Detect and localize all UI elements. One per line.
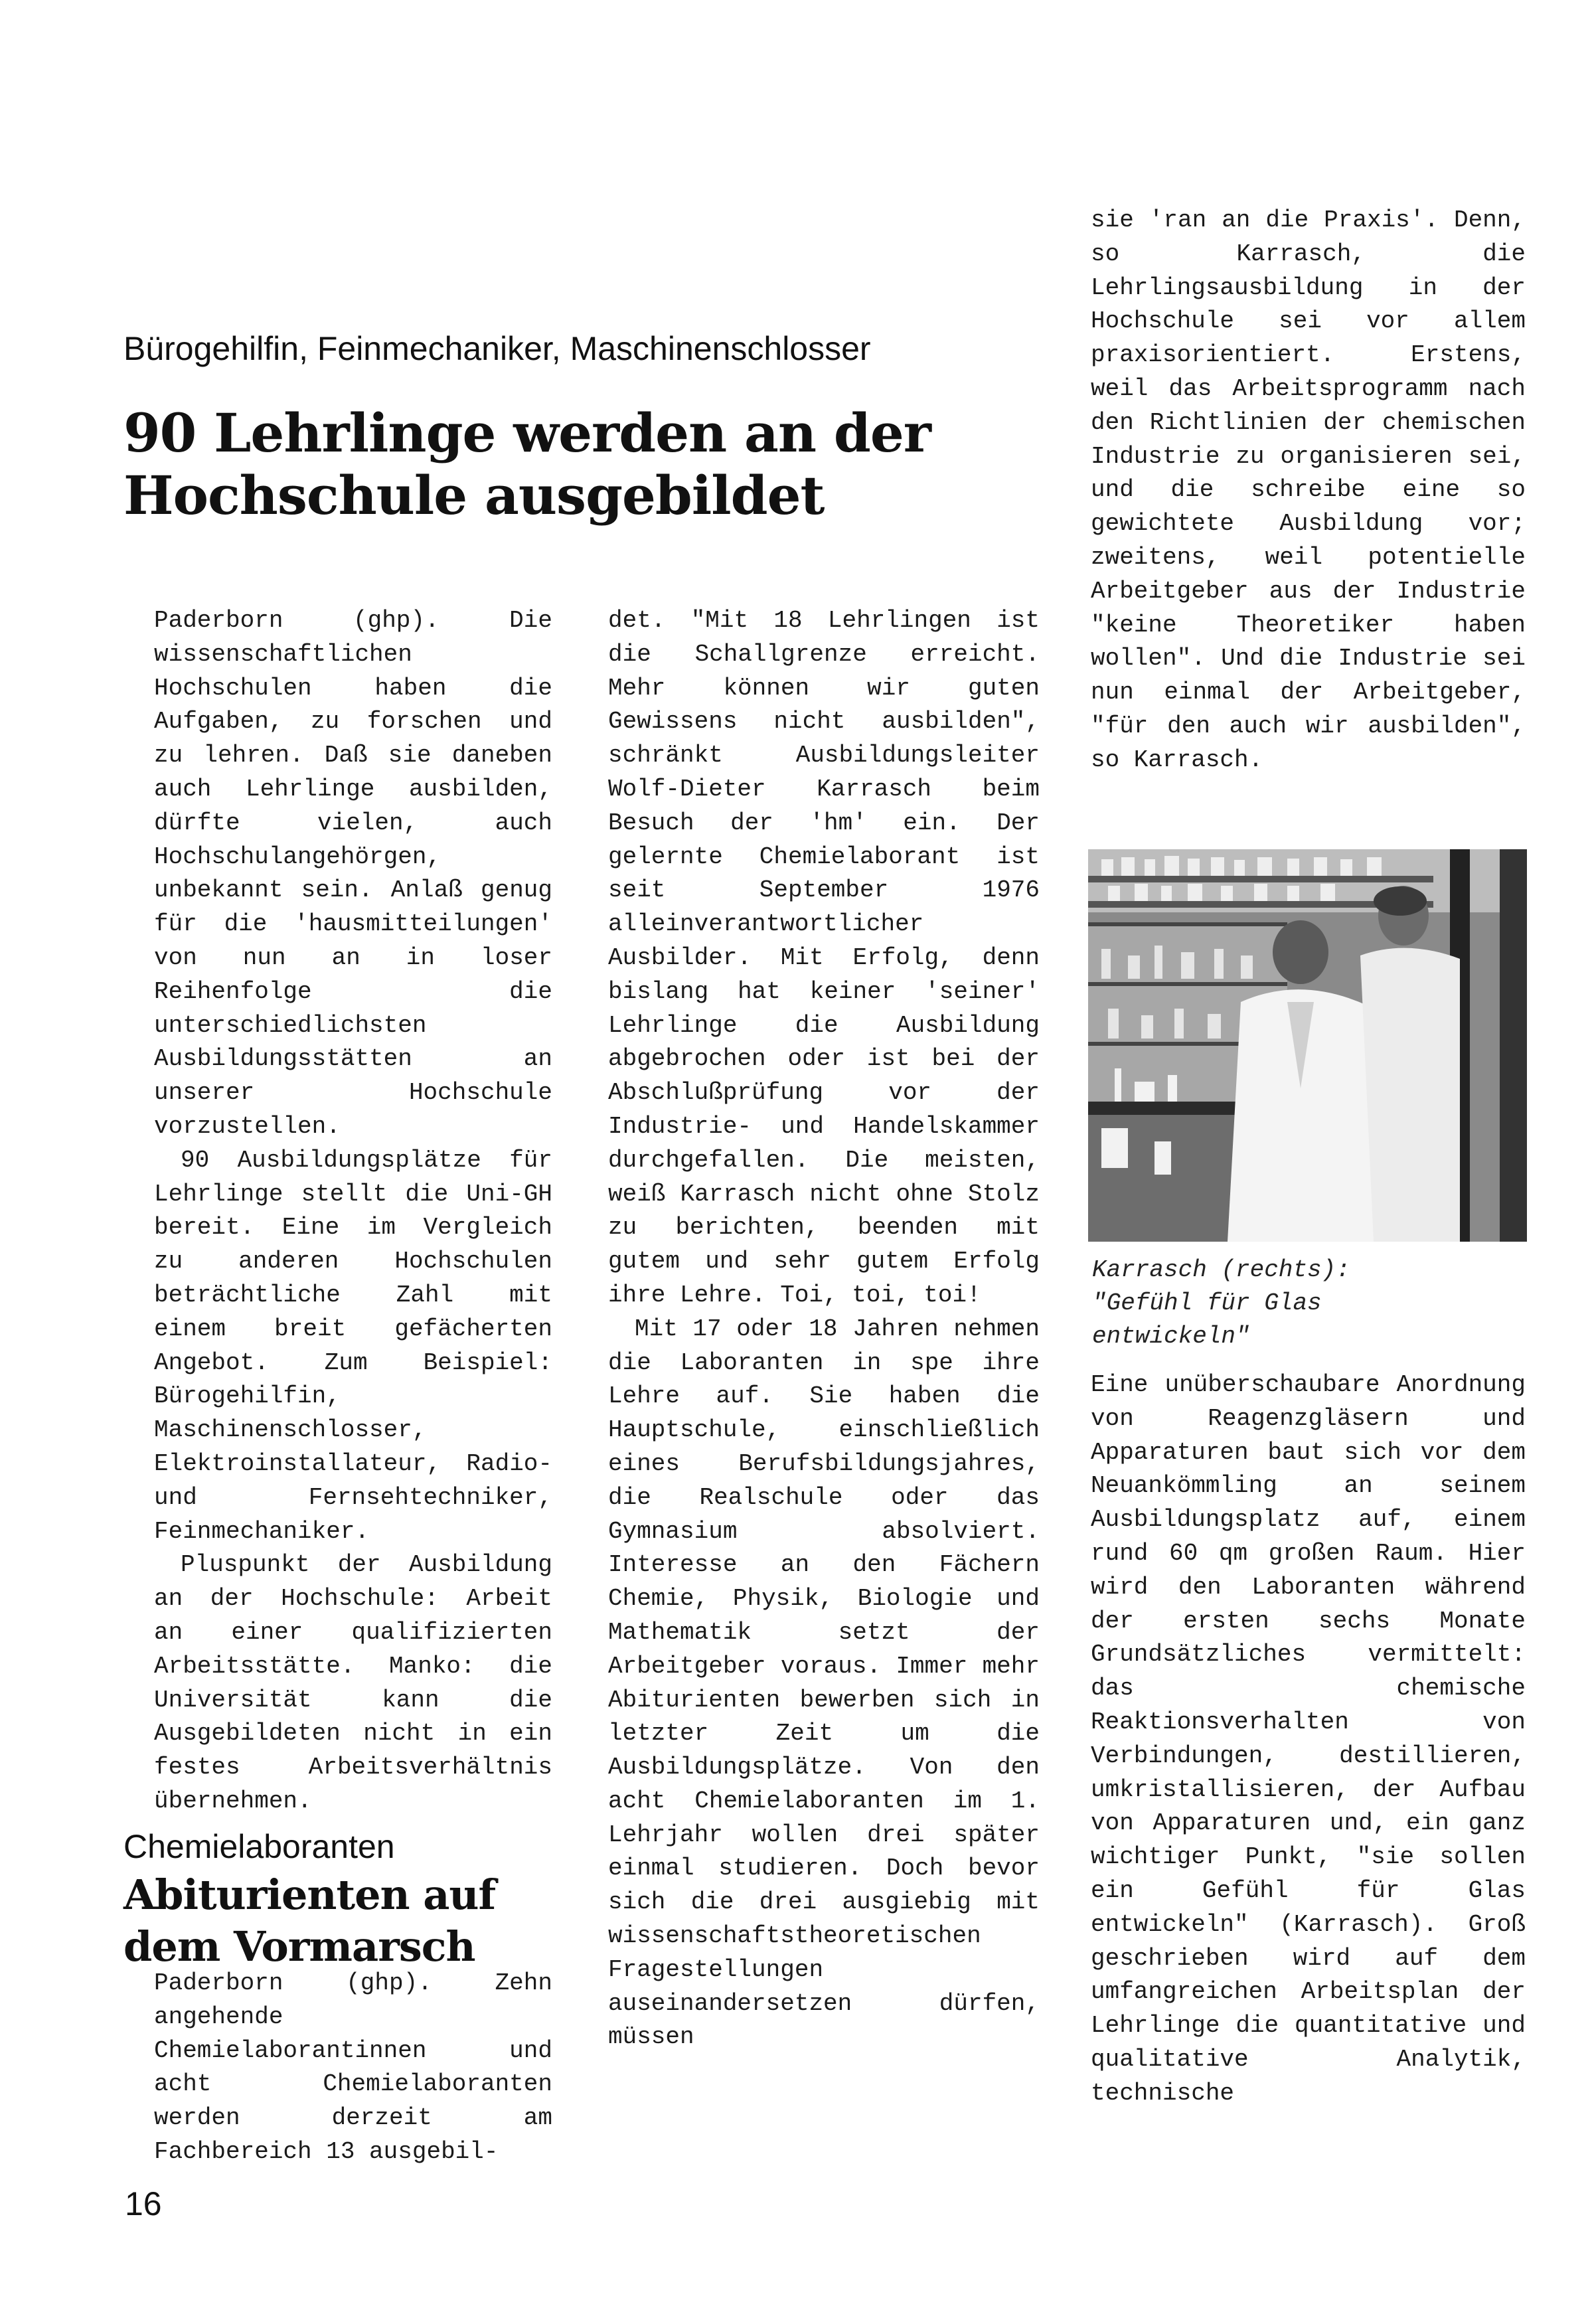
article2-column-1 [154, 1967, 552, 2169]
article2-paragraph: Eine unüberschaubare Anordnung von Reagenzgläsern und Apparaturen baut sich vor dem Neuankömmling an seinem Ausbildungsplatz auf, einem rund 60 qm großen Raum. Hier wird den Laboranten während der ersten sechs Monate Grundsätzliches vermittelt: das chemische Reaktionsverhalten von Verbindungen, destillieren, umkristallisieren, der Aufbau von Apparaturen und, ein ganz wichtiger Punkt, "sie sollen ein Gefühl für Glas entwickeln" (Karrasch). Groß geschrieben wird auf dem umfangreichen Arbeitsplan der Lehrlinge die quantitative und qualitative Analytik, technische [1091, 1371, 1526, 2107]
article2-column-3-top [1091, 204, 1526, 778]
article2-headline: Abiturienten auf dem Vormarsch [123, 1870, 496, 1971]
lab-photo [1088, 849, 1527, 1242]
article2-paragraph: det. "Mit 18 Lehrlingen ist die Schallgrenze erreicht. Mehr können wir guten Gewissens nicht ausbilden", schränkt Ausbildungsleiter Wolf-Dieter Karrasch beim Besuch der 'hm' ein. Der gelernte Chemielaborant ist seit September 1976 alleinverantwortlicher Ausbilder. Mit Erfolg, denn bislang hat keiner 'seiner' Lehrlinge die Ausbildung abgebrochen oder ist bei der Abschlußprüfung vor der Industrie- und Handelskammer durchgefallen. Die meisten, weiß Karrasch nicht ohne Stolz zu berichten, beenden mit gutem und sehr gutem Erfolg ihre Lehre. Toi, toi, toi! [608, 607, 1040, 1309]
article1-paragraph: Paderborn (ghp). Die wissenschaftlichen Hochschulen haben die Aufgaben, zu forschen und zu lehren. Daß sie daneben auch Lehrlinge ausbilden, dürfte vielen, auch Hochschulangehörgen, unbekannt sein. Anlaß genug für die 'hausmitteilungen' von nun an in loser Reihenfolge die unterschiedlichsten Ausbildungsstätten an unserer Hochschule vorzustellen. [154, 607, 552, 1140]
article1-paragraph: 90 Ausbildungsplätze für Lehrlinge stellt die Uni-GH bereit. Eine im Vergleich zu anderen Hochschulen beträchtliche Zahl mit einem breit gefächerten Angebot. Zum Beispiel: Bürogehilfin, Maschinenschlosser, Elektroinstallateur, Radio- und Fernsehtechniker, Feinmechaniker. [154, 1146, 552, 1545]
caption-line: Karrasch (rechts): [1092, 1256, 1350, 1284]
caption-line: entwickeln" [1092, 1323, 1250, 1350]
article1-column-1 [154, 604, 552, 1819]
page-number: 16 [125, 2185, 162, 2222]
photo-caption [1092, 1254, 1517, 1353]
article1-paragraph: Pluspunkt der Ausbildung an der Hochschule: Arbeit an einer qualifizierten Arbeitsstätte. Manko: die Universität kann die Ausgebildeten nicht in ein festes Arbeitsverhältnis übernehmen. [154, 1551, 552, 1815]
article2-kicker: Chemielaboranten [123, 1828, 395, 1865]
article2-column-3-bottom [1091, 1369, 1526, 2111]
article1-kicker: Bürogehilfin, Feinmechaniker, Maschinenschlosser [123, 330, 871, 367]
lab-photo-image [1088, 849, 1527, 1242]
article1-headline: 90 Lehrlinge werden an der Hochschule ausgebildet [123, 402, 931, 527]
article2-paragraph: Mit 17 oder 18 Jahren nehmen die Laboranten in spe ihre Lehre auf. Sie haben die Hauptschule, einschließlich eines Berufsbildungsjahres, die Realschule oder das Gymnasium absolviert. Interesse an den Fächern Chemie, Physik, Biologie und Mathematik setzt der Arbeitgeber voraus. Immer mehr Abiturienten bewerben sich in letzter Zeit um die Ausbildungsplätze. Von den acht Chemielaboranten im 1. Lehrjahr wollen drei später einmal studieren. Doch bevor sich die drei ausgiebig mit wissenschaftstheoretischen Fragestellungen auseinandersetzen dürfen, müssen [608, 1315, 1040, 2051]
article2-intro: Paderborn (ghp). Zehn angehende Chemielaborantinnen und acht Chemielaboranten werden derzeit am Fachbereich 13 ausgebil- [154, 1969, 552, 2165]
article2-paragraph: sie 'ran an die Praxis'. Denn, so Karrasch, die Lehrlingsausbildung in der Hochschule sei vor allem praxisorientiert. Erstens, weil das Arbeitsprogramm nach den Richtlinien der chemischen Industrie zu organisieren sei, und die schreibe eine so gewichtete Ausbildung vor; zweitens, weil potentielle Arbeitgeber aus der Industrie "keine Theoretiker haben wollen". Und die Industrie sei nun einmal der Arbeitgeber, "für den auch wir ausbilden", so Karrasch. [1091, 207, 1526, 774]
article2-column-2 [608, 604, 1040, 2054]
caption-line: "Gefühl für Glas [1092, 1289, 1322, 1317]
